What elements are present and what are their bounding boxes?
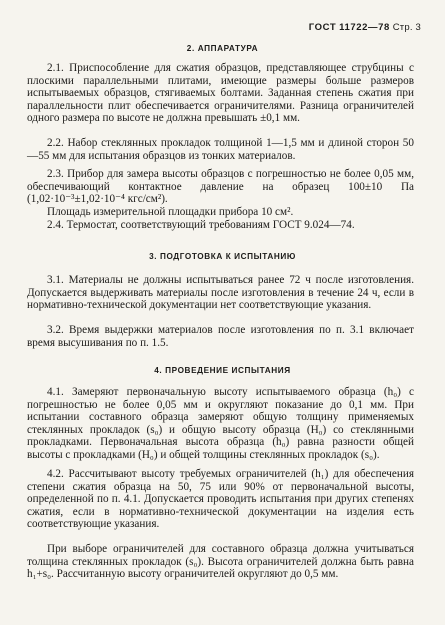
section-4-title: 4. ПРОВЕДЕНИЕ ИСПЫТАНИЯ [154,366,291,375]
page-number: Стр. 3 [392,22,421,33]
paragraph-4-2-note: При выборе ограничителей для составного образца должна учитываться толщина стеклянных прокладок (s₀). Высота ограничителей должна быть равна h₁+s₀. Рассчитанную высоту ограничителей округляют до 0,5 мм. [27,543,414,580]
section-3-title: 3. ПОДГОТОВКА К ИСПЫТАНИЮ [149,252,296,261]
paragraph-2-1: 2.1. Приспособление для сжатия образцов, представляющее струбцины с плоскими параллельными плитами, имеющие размеры больше размеров испытываемых образцов, стягиваемых болтами. Заданная степень сжатия при параллельности плит обеспечивается ограничителями. Разница ограничителей одного размера по высоте не должна превышать ±0,1 мм. [27,62,414,124]
page-header [309,22,421,33]
standard-number: 11722—78 [339,22,390,33]
paragraph-2-3-area: Площадь измерительной площадки прибора 10 см². [47,206,294,218]
paragraph-4-1: 4.1. Замеряют первоначальную высоту испытываемого образца (h₀) с погрешностью не более 0,05 мм и округляют показание до 0,1 мм. При испытании составного образца замеряют общую толщину применяемых стеклянных прокладок (s₀) и общую высоту образца (H₀) со стеклянными прокладками. Первоначальная высота образца (h₀) равна разности общей высоты с прокладками (H₀) и общей толщины стеклянных прокладок (s₀). [27,386,414,461]
paragraph-3-2: 3.2. Время выдержки материалов после изготовления по п. 3.1 включает время высушивания по п. 1.5. [27,324,414,349]
section-2-title: 2. АППАРАТУРА [186,44,259,53]
paragraph-2-4: 2.4. Термостат, соответствующий требованиям ГОСТ 9.024—74. [47,219,355,231]
paragraph-2-2: 2.2. Набор стеклянных прокладок толщиной 1—1,5 мм и длиной сторон 50—55 мм для испытания образцов из тонких материалов. [27,137,414,162]
paragraph-3-1: 3.1. Материалы не должны испытываться ранее 72 ч после изготовления. Допускается выдерживать материалы после изготовления в течение 24 ч, если в нормативно-технической документации нет соответствующие указания. [27,274,414,311]
paragraph-4-2: 4.2. Рассчитывают высоту требуемых ограничителей (h₁) для обеспечения степени сжатия образца на 50, 75 или 90% от первоначальной высоты, определенной по п. 4.1. Допускается проводить испытания при других степенях сжатия, если в нормативно-технической документации на изделия есть соответствующие указания. [27,468,414,530]
paragraph-2-3: 2.3. Прибор для замера высоты образцов с погрешностью не более 0,05 мм, обеспечивающий контактное давление на образец 100±10 Па (1,02·10⁻³±1,02·10⁻⁴ кгс/см²). [27,168,414,205]
gost-label: ГОСТ [308,22,337,33]
